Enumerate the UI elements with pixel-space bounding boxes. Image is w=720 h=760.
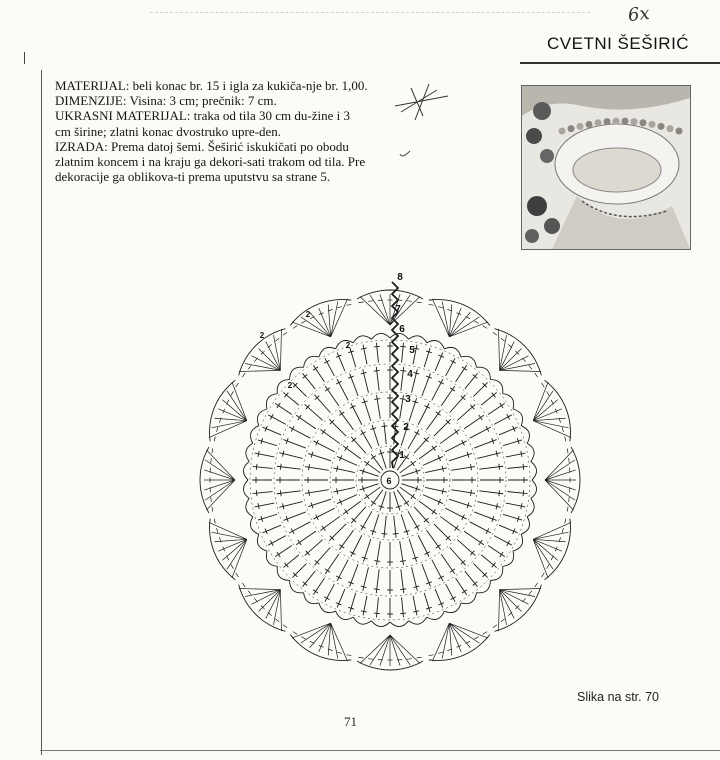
instructions-paragraph: IZRADA: Prema datoj šemi. Šeširić iskukičati po obodu zlatnim koncem i na kraju ga dekori-sati trakom od tila. Pre dekoracije ga oblikova-ti prema uputstvu sa strane 5.	[55, 138, 366, 185]
bead	[559, 128, 566, 135]
bead	[667, 125, 674, 132]
bead	[568, 125, 575, 132]
round-label-5: 5	[409, 345, 415, 356]
bead	[658, 123, 665, 130]
left-margin-rule	[41, 70, 42, 755]
margin-tick	[24, 52, 25, 64]
repeat-label-c: 2	[287, 381, 293, 390]
dimensions-paragraph: DIMENZIJE: Visina: 3 cm; prečnik: 7 cm.	[55, 93, 277, 109]
round-label-8: 8	[397, 272, 403, 283]
handwritten-note: 6x	[626, 2, 651, 27]
pen-star-mark	[393, 82, 453, 122]
round-label-3: 3	[405, 394, 411, 405]
round-label-1: 1	[399, 450, 405, 461]
top-dashed-line	[150, 12, 590, 13]
title-underline	[520, 62, 720, 64]
round-label-4: 4	[407, 369, 413, 380]
round-label-6: 6	[399, 324, 405, 335]
page-number: 71	[344, 714, 357, 729]
page-title: CVETNI ŠEŠIRIĆ	[547, 34, 690, 53]
instructions-text	[55, 78, 368, 184]
bead	[577, 123, 584, 130]
product-photo	[521, 85, 691, 250]
bead	[604, 118, 611, 125]
bottom-rule	[40, 750, 720, 751]
bead	[631, 118, 638, 125]
pen-tick-mark	[398, 148, 412, 160]
round-label-2: 2	[403, 422, 409, 433]
bead	[640, 119, 647, 126]
decoration-materials-paragraph: UKRASNI MATERIJAL: traka od tila 30 cm du-žine i 3 cm širine; zlatni konac dvostruko upre-den.	[55, 108, 350, 139]
bead	[595, 119, 602, 126]
bead	[676, 128, 683, 135]
materials-paragraph: MATERIJAL: beli konac br. 15 i igla za kukiča-nje br. 1,00.	[55, 78, 368, 93]
repeat-label-d: 2	[259, 331, 265, 340]
repeat-label-b: 2	[305, 310, 311, 319]
bead	[613, 118, 620, 125]
center-label: 6	[386, 476, 392, 486]
bead	[586, 121, 593, 128]
photo-reference-caption: Slika na str. 70	[577, 690, 659, 704]
round-label-7: 7	[395, 304, 401, 315]
crochet-diagram	[180, 265, 590, 685]
repeat-label-a: 2	[345, 341, 351, 350]
bead	[649, 121, 656, 128]
bead	[622, 118, 629, 125]
